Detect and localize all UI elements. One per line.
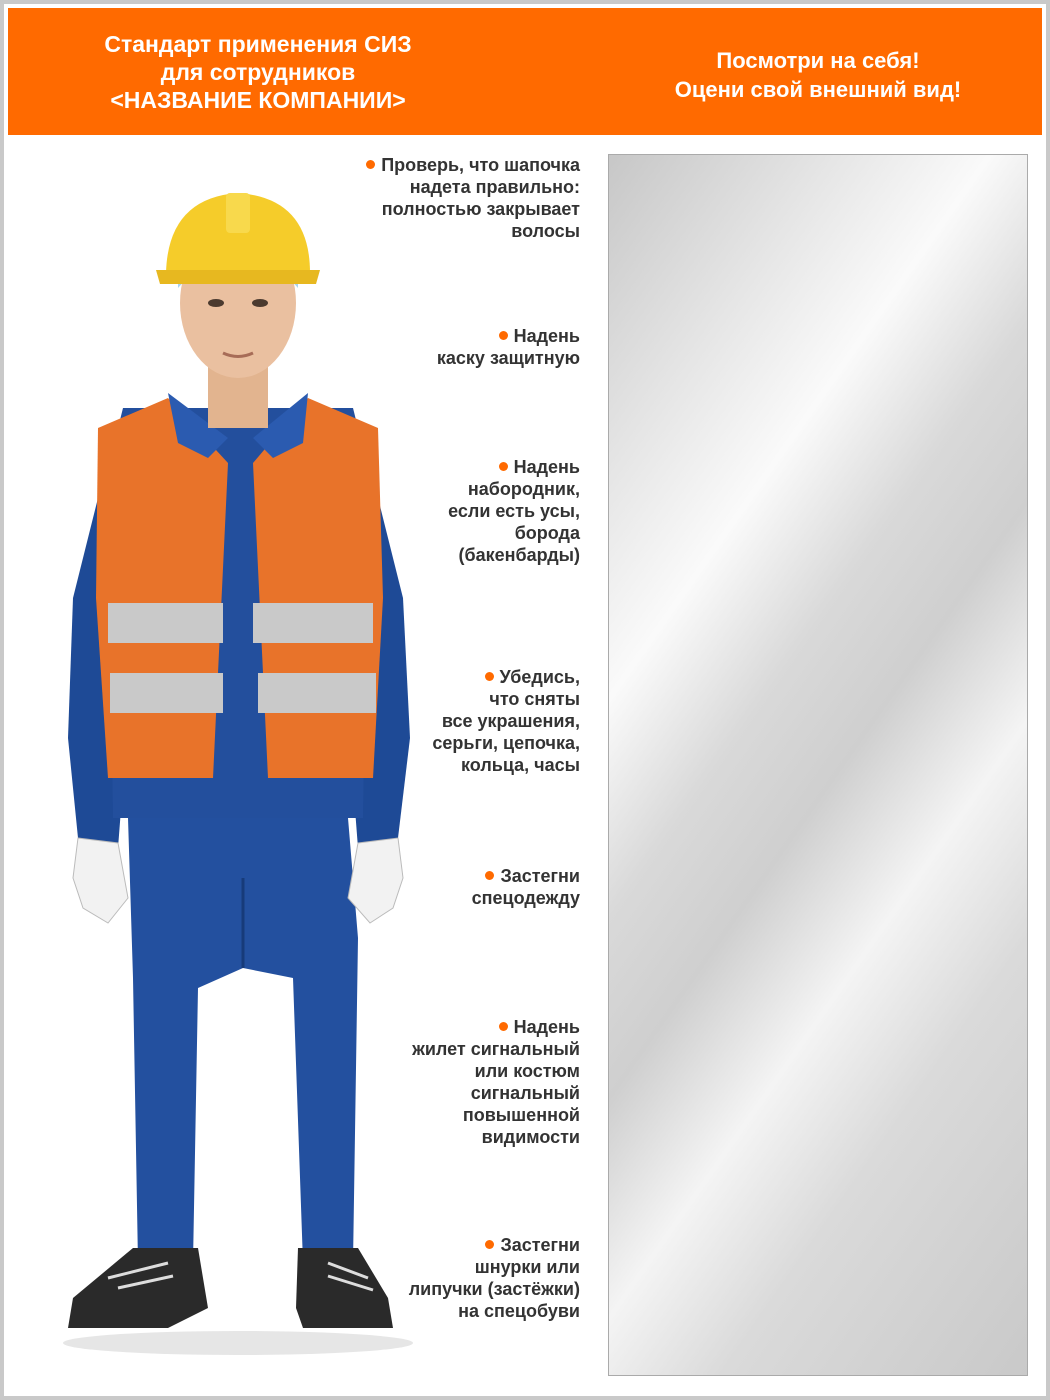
tip-line: надета правильно: — [409, 177, 580, 197]
tip-vest — [308, 1016, 580, 1148]
tip-line: шнурки или — [474, 1257, 580, 1277]
tip-line: или костюм — [474, 1061, 580, 1081]
tip-line: (бакенбарды) — [458, 545, 580, 565]
tip-jewelry — [308, 666, 580, 776]
poster — [8, 8, 1042, 1392]
title-line: Стандарт применения СИЗ — [104, 31, 412, 57]
caption-line: Оцени свой внешний вид! — [674, 77, 962, 102]
tip-line: Застегни — [500, 866, 580, 886]
tip-line: борода — [514, 523, 580, 543]
tip-line: Надень — [513, 326, 580, 346]
tip-line: сигнальный — [470, 1083, 580, 1103]
poster-title — [8, 30, 508, 114]
tip-line: Проверь, что шапочка — [381, 155, 580, 175]
bullet-dot — [366, 160, 375, 169]
tip-line: набородник, — [467, 479, 580, 499]
title-line: <НАЗВАНИЕ КОМПАНИИ> — [110, 87, 406, 113]
tip-workwear — [308, 865, 580, 909]
tip-line: что сняты — [489, 689, 580, 709]
tip-line: видимости — [481, 1127, 580, 1147]
tip-line: полностью закрывает — [381, 199, 580, 219]
tip-line: Надень — [513, 1017, 580, 1037]
tip-line: каску защитную — [436, 348, 580, 368]
tip-line: кольца, часы — [461, 755, 580, 775]
tip-line: Застегни — [500, 1235, 580, 1255]
caption-line: Посмотри на себя! — [716, 48, 920, 73]
tip-line: спецодежду — [471, 888, 580, 908]
mirror-caption — [568, 46, 1042, 104]
tip-line: жилет сигнальный — [412, 1039, 580, 1059]
bullet-dot — [485, 1240, 494, 1249]
tip-beard-cover — [308, 456, 580, 566]
bullet-dot — [499, 462, 508, 471]
tip-boots — [308, 1234, 580, 1322]
bullet-dot — [499, 1022, 508, 1031]
bullet-dot — [485, 871, 494, 880]
tip-line: липучки (застёжки) — [408, 1279, 580, 1299]
tip-line: волосы — [511, 221, 580, 241]
tip-line: Надень — [513, 457, 580, 477]
tip-line: на спецобуви — [458, 1301, 580, 1321]
tip-line: Убедись, — [499, 667, 580, 687]
tip-helmet — [308, 325, 580, 369]
tip-line: все украшения, — [441, 711, 580, 731]
tip-hairnet — [308, 154, 580, 242]
tip-line: серьги, цепочка, — [432, 733, 580, 753]
header-banner — [8, 8, 1042, 135]
title-line: для сотрудников — [160, 59, 356, 85]
tip-line: если есть усы, — [448, 501, 580, 521]
bullet-dot — [485, 672, 494, 681]
bullet-dot — [499, 331, 508, 340]
mirror-panel — [608, 154, 1028, 1376]
tip-line: повышенной — [462, 1105, 580, 1125]
